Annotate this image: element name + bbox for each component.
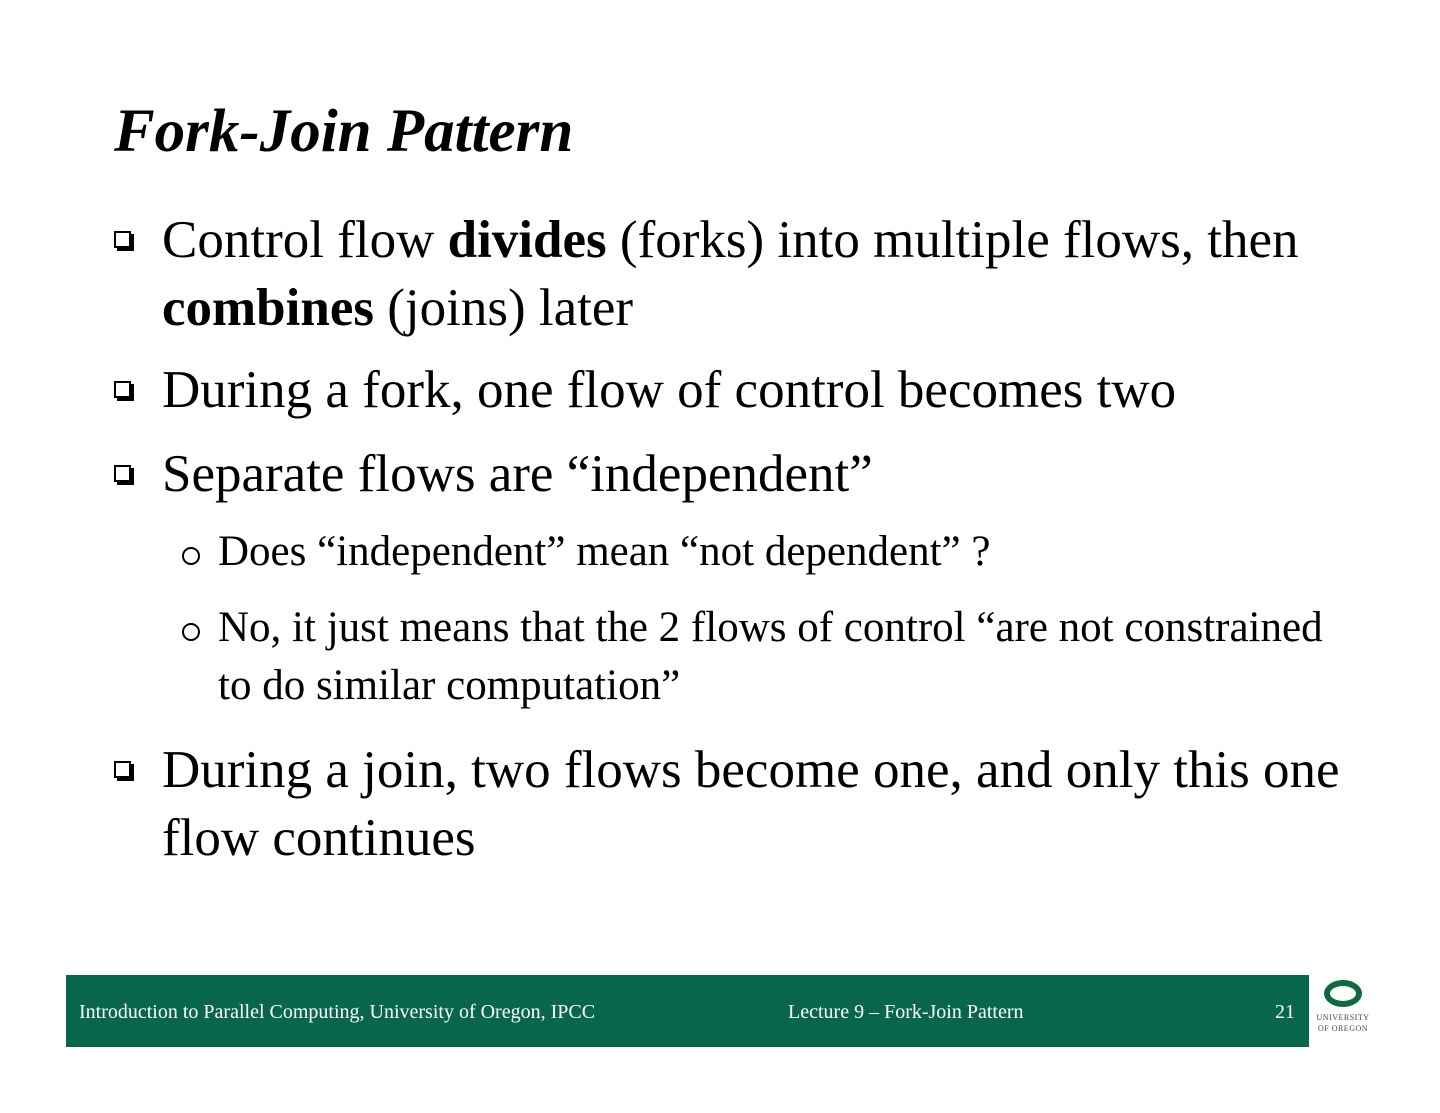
bullet-item <box>114 356 1404 424</box>
logo-text-line1: UNIVERSITY <box>1316 1013 1370 1022</box>
bullet-text-part: (joins) later <box>374 279 634 337</box>
circle-bullet-icon <box>182 623 200 641</box>
bullet-text: During a join, two flows become one, and only this one flow continues <box>162 741 1340 867</box>
footer-bar <box>66 975 1309 1047</box>
bullet-text-part: (forks) into multiple flows, then <box>606 211 1299 269</box>
sub-bullet-item <box>182 523 1332 581</box>
square-bullet-icon <box>114 465 131 482</box>
bullet-emphasis: divides <box>447 211 607 269</box>
circle-bullet-icon <box>182 547 200 565</box>
page-number: 21 <box>1275 1001 1295 1023</box>
university-logo <box>1312 978 1374 1048</box>
slide-title: Fork-Join Pattern <box>114 98 574 165</box>
logo-text-line2: OF OREGON <box>1317 1024 1369 1033</box>
oregon-o-icon <box>1324 980 1362 1007</box>
sub-bullet-text: No, it just means that the 2 flows of control “are not constrained to do similar computation” <box>218 604 1323 709</box>
footer-course-title: Introduction to Parallel Computing, University of Oregon, IPCC <box>79 1001 596 1023</box>
sub-bullet-text: Does “independent” mean “not dependent” ? <box>218 528 991 575</box>
footer-lecture-title: Lecture 9 – Fork-Join Pattern <box>788 1001 1024 1023</box>
bullet-item <box>114 440 1404 508</box>
square-bullet-icon <box>114 231 131 248</box>
bullet-text: Separate flows are “independent” <box>162 445 873 503</box>
bullet-item <box>114 206 1404 342</box>
bullet-text: During a fork, one flow of control becomes two <box>162 361 1177 419</box>
bullet-emphasis: combines <box>162 279 374 337</box>
bullet-text-part: Control flow <box>162 211 448 269</box>
square-bullet-icon <box>114 381 131 398</box>
bullet-item <box>114 736 1404 872</box>
square-bullet-icon <box>114 761 131 778</box>
bullet-text <box>162 206 1404 342</box>
sub-bullet-item <box>182 599 1332 715</box>
